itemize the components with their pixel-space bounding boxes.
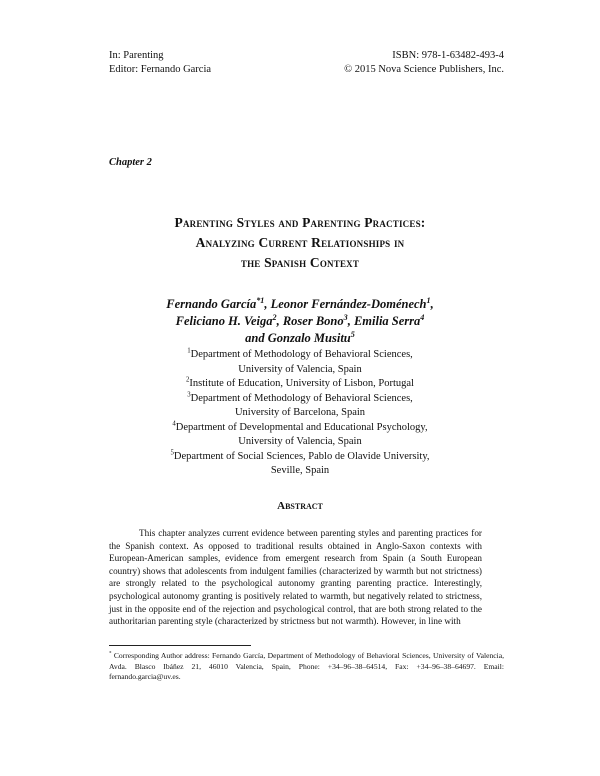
author-sep: ,: [347, 314, 354, 328]
author-sup: *1: [256, 295, 265, 305]
footnote: [109, 651, 504, 683]
footnote-marker: *: [109, 651, 112, 657]
author-sep: ,: [264, 297, 271, 311]
title-line-3: the Spanish Context: [240, 255, 360, 270]
affiliation-1-cont: University of Valencia, Spain: [238, 363, 362, 375]
affiliation-sup: 1: [187, 347, 191, 355]
affiliation-text: Department of Methodology of Behavioral Sciences,: [190, 349, 413, 360]
chapter-label: Chapter 2: [109, 157, 152, 168]
affiliation-1: [0, 348, 600, 363]
footnote-text: Corresponding Author address: Fernando García, Department of Methodology of Behavioral Sciences, University of Valencia, Avda. Blasco Ibáñez 21, 46010 Valencia, Spain, Phone: +34–96–38–64514, Fax: +34–96–38–64697. Email: fernando.garcia@uv.es.: [109, 651, 504, 681]
author-sup: 3: [343, 312, 348, 322]
title-line-2: Analyzing Current Relationships in: [195, 235, 405, 250]
author-sup: 2: [272, 312, 277, 322]
affiliation-4-cont: University of Valencia, Spain: [238, 436, 362, 447]
author-name: Feliciano H. Veiga: [175, 314, 273, 328]
author-sup: 5: [350, 329, 355, 339]
author-name: Roser Bono: [282, 314, 344, 328]
affiliation-sup: 2: [186, 376, 190, 384]
affiliation-text: Department of Methodology of Behavioral Sciences,: [190, 392, 413, 404]
affiliation-sup: 3: [187, 391, 191, 398]
author-name: Fernando García: [166, 297, 257, 311]
author-line-3: [0, 330, 600, 347]
affiliation-text: Institute of Education, University of Lisbon, Portugal: [189, 378, 414, 389]
book-title: In: Parenting: [109, 50, 164, 61]
affiliation-sup: 5: [170, 449, 174, 456]
footnote-rule: [109, 645, 251, 646]
affiliation-2: [0, 377, 600, 392]
affiliation-text: Department of Developmental and Educational Psychology,: [175, 421, 428, 433]
paper-title: [0, 213, 600, 273]
abstract-body: This chapter analyzes current evidence between parenting styles and parenting practices for the Spanish context. As opposed to traditional results obtained in Anglo-Saxon contexts with European-American samples, evidence from emergent research from Spain (a South European country) shows that adolescents from indulgent families (characterized by warmth but not strictness) are strongly related to the psychological autonomy granting parenting practice. Interestingly, psychological autonomy granting is positively related to warmth, but negatively related to strictness, just in the opposite end of the rejection and psychological control, that are both strong related to the authoritarian parenting style (characterized by strictness but not warmth). However, in line with: [109, 528, 482, 627]
title-line-1: Parenting Styles and Parenting Practices:: [174, 215, 426, 230]
affiliation-5-cont: Seville, Spain: [270, 465, 330, 476]
isbn-line: ISBN: 978-1-63482-493-4: [392, 50, 504, 61]
author-sup: 4: [420, 312, 425, 322]
affiliation-4: [0, 421, 600, 436]
editor-line: Editor: Fernando Garcia: [109, 64, 212, 75]
affiliation-sup: 4: [172, 420, 176, 427]
abstract-heading: Abstract: [277, 500, 323, 512]
affiliation-3-cont: University of Barcelona, Spain: [234, 407, 366, 418]
author-name: Leonor Fernández-Doménech: [270, 297, 427, 311]
affiliation-5: [0, 450, 600, 465]
author-line-1: [0, 296, 600, 313]
author-name: Emilia Serra: [353, 314, 421, 328]
author-name: and Gonzalo Musitu: [245, 331, 351, 345]
author-sup: 1: [426, 295, 431, 305]
affiliation-3: [0, 392, 600, 407]
affiliation-text: Department of Social Sciences, Pablo de Olavide University,: [173, 450, 430, 462]
author-sep: ,: [430, 297, 434, 311]
author-line-2: [0, 313, 600, 330]
copyright-line: © 2015 Nova Science Publishers, Inc.: [344, 64, 504, 75]
affiliation-list: [0, 348, 600, 479]
author-sep: ,: [276, 314, 283, 328]
author-list: [0, 296, 600, 347]
